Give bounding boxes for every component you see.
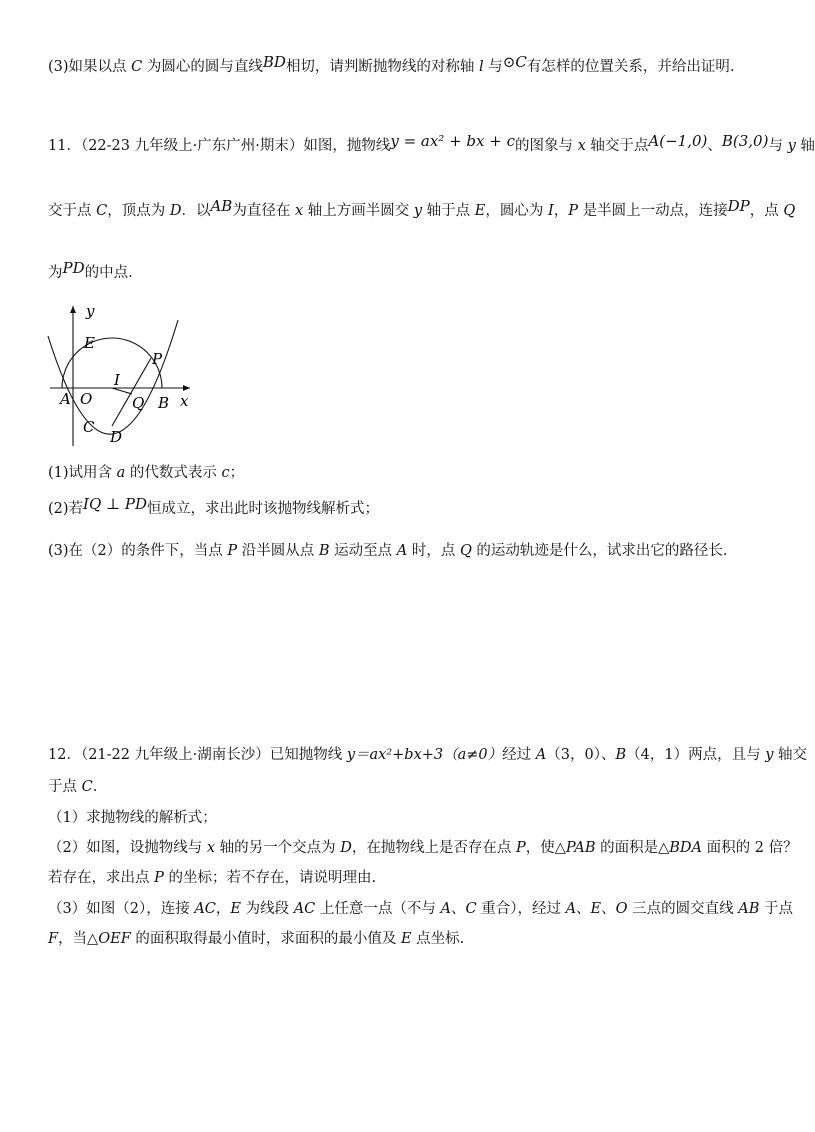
- p12-line1: [48, 745, 807, 765]
- p11-q2: [48, 495, 380, 519]
- label-A: A: [60, 390, 71, 408]
- math-parabola-eq: y＝ax²+bx+3（a≠0）: [346, 747, 503, 763]
- text: ，使△: [525, 840, 566, 856]
- math-BD: BD: [262, 53, 286, 71]
- var-x: x: [206, 840, 216, 856]
- text: 、: [576, 901, 591, 917]
- p12-q2-line2: [48, 868, 376, 888]
- var-Q: Q: [783, 203, 796, 219]
- text: 的中点．: [84, 265, 143, 281]
- text: 与: [483, 59, 503, 75]
- text: (3)在（2）的条件下，当点: [48, 543, 228, 559]
- var-A: A: [396, 543, 408, 559]
- text: ，当△: [58, 931, 99, 947]
- text: (3)如果以点: [48, 59, 132, 75]
- text: 的图象与: [515, 138, 578, 154]
- math-PD: PD: [62, 259, 85, 277]
- p11-figure: [40, 296, 210, 452]
- label-Q: Q: [132, 394, 145, 412]
- text: 于点: [48, 779, 82, 795]
- p10-q3-line: [48, 53, 735, 77]
- var-D: D: [169, 203, 182, 219]
- var-E: E: [400, 931, 412, 947]
- semicircle: [62, 338, 162, 388]
- text: 轴上方画半圆交: [303, 203, 414, 219]
- text: 为线段: [240, 901, 294, 917]
- p11-q3: [48, 541, 728, 561]
- text: 交于点: [48, 203, 97, 219]
- math-point-B: B(3,0): [721, 132, 769, 150]
- text: ，圆心为: [485, 203, 548, 219]
- var-l: l: [479, 59, 484, 75]
- p12-q2-line1: [48, 838, 798, 858]
- text: 与: [768, 138, 788, 154]
- math-point-A: A(−1,0): [648, 132, 708, 150]
- text: 运动至点: [329, 543, 397, 559]
- var-E: E: [590, 901, 602, 917]
- text: 的面积取得最小值时，求面积的最小值及: [130, 931, 401, 947]
- math-AB: AB: [210, 197, 233, 215]
- var-O: O: [615, 901, 628, 917]
- text: 、: [707, 138, 722, 154]
- var-B: B: [318, 543, 330, 559]
- p12-line2: [48, 777, 97, 797]
- p11-line3: [48, 259, 143, 283]
- text: （1）求抛物线的解析式；: [48, 810, 217, 826]
- var-x: x: [577, 138, 586, 154]
- text: 、: [601, 901, 616, 917]
- label-D: D: [110, 428, 123, 446]
- p11-line2: [48, 197, 796, 221]
- text: 的坐标；若不存在，请说明理由.: [163, 870, 377, 886]
- var-x: x: [294, 203, 304, 219]
- text: ，: [215, 901, 231, 917]
- math-parabola-eq: y = ax² + bx + c: [390, 132, 515, 150]
- var-P: P: [227, 543, 238, 559]
- text: ，点: [749, 203, 784, 219]
- problem-heading: 11．（22-23 九年级上·广东广州·期末）如图，抛物线: [48, 138, 391, 154]
- text: 经过: [502, 747, 536, 763]
- var-B: B: [615, 747, 627, 763]
- var-OEF: OEF: [98, 931, 131, 947]
- var-C: C: [81, 779, 93, 795]
- text: 沿半圆从点: [237, 543, 319, 559]
- text: 为直径在: [232, 203, 295, 219]
- text: 的运动轨迹是什么，试求出它的路径长.: [471, 543, 728, 559]
- text: ，在抛物线上是否存在点: [351, 840, 516, 856]
- var-a: a: [116, 465, 126, 481]
- text: 有怎样的位置关系，并给出证明.: [526, 59, 735, 75]
- var-BDA: BDA: [669, 840, 703, 856]
- text: 三点的圆交直线: [627, 901, 739, 917]
- text: 轴交: [773, 747, 807, 763]
- label-O: O: [80, 390, 93, 408]
- text: （3）如图（2），连接: [48, 901, 195, 917]
- text: 的面积是△: [595, 840, 670, 856]
- parabola: [48, 320, 178, 434]
- text: (1)试用含: [48, 465, 117, 481]
- var-y: y: [765, 747, 774, 763]
- text: 轴的另一个交点为: [215, 840, 341, 856]
- text: 恒成立，求出此时该抛物线解析式；: [147, 501, 380, 517]
- text: 于点: [759, 901, 793, 917]
- label-I: I: [114, 371, 120, 389]
- text: （2）如图，设抛物线与: [48, 840, 207, 856]
- var-PAB: PAB: [565, 840, 596, 856]
- text: ，顶点为: [107, 203, 170, 219]
- text: 为: [48, 265, 63, 281]
- p12-q1: [48, 808, 217, 828]
- text: 相切，请判断抛物线的对称轴: [285, 59, 480, 75]
- var-Q: Q: [459, 543, 472, 559]
- problem-heading: 12．（21-22 九年级上·湖南长沙）已知抛物线: [48, 747, 347, 763]
- var-C: C: [465, 901, 477, 917]
- text: 重合），经过: [476, 901, 566, 917]
- text: .: [92, 779, 98, 795]
- label-y: y: [86, 302, 95, 320]
- text: ；: [229, 465, 245, 481]
- var-A: A: [565, 901, 577, 917]
- x-axis-arrow-icon: [183, 385, 190, 391]
- var-F: F: [48, 931, 59, 947]
- text: 、: [450, 901, 466, 917]
- text: （3，0）、: [546, 747, 616, 763]
- p11-q1: [48, 463, 244, 483]
- text: 点坐标.: [411, 931, 465, 947]
- var-P: P: [516, 840, 526, 856]
- label-x: x: [180, 392, 189, 410]
- text: 为圆心的圆与直线: [142, 59, 263, 75]
- text: (2)若: [48, 501, 84, 517]
- var-I: I: [547, 203, 554, 219]
- text: 上任意一点（不与: [315, 901, 441, 917]
- label-B: B: [158, 394, 170, 412]
- text: 是半圆上一动点，连接: [577, 203, 728, 219]
- math-DP: DP: [727, 197, 750, 215]
- text: ，: [553, 203, 569, 219]
- label-C: C: [83, 418, 95, 436]
- p11-line1: [48, 132, 815, 156]
- segment-DP: [112, 358, 151, 426]
- text: 轴: [795, 138, 815, 154]
- text: （4，1）两点，且与: [626, 747, 766, 763]
- y-axis-arrow-icon: [70, 306, 76, 313]
- text: 的代数式表示: [125, 465, 222, 481]
- var-C: C: [131, 59, 143, 75]
- var-y: y: [413, 203, 423, 219]
- var-C: C: [96, 203, 108, 219]
- label-P: P: [152, 350, 163, 368]
- text: 轴于点: [422, 203, 475, 219]
- var-P: P: [154, 870, 164, 886]
- var-P: P: [568, 203, 578, 219]
- var-A: A: [535, 747, 547, 763]
- text: 轴交于点: [585, 138, 649, 154]
- var-A: A: [440, 901, 451, 917]
- text: ．以: [181, 203, 211, 219]
- var-E: E: [230, 901, 241, 917]
- var-D: D: [340, 840, 352, 856]
- label-E: E: [84, 334, 95, 352]
- text: 面积的 2 倍？: [702, 840, 798, 856]
- p12-q3-line2: [48, 929, 464, 949]
- var-AB: AB: [738, 901, 760, 917]
- p12-q3-line1: [48, 899, 793, 919]
- var-c: c: [221, 465, 230, 481]
- var-AC: AC: [194, 901, 216, 917]
- math-IQ-perp-PD: IQ ⊥ PD: [83, 495, 148, 513]
- math-circle-C: ⊙C: [502, 53, 527, 71]
- var-AC: AC: [293, 901, 316, 917]
- text: 时，点: [407, 543, 460, 559]
- text: 若存在，求出点: [48, 870, 155, 886]
- var-y: y: [787, 138, 796, 154]
- var-E: E: [474, 203, 486, 219]
